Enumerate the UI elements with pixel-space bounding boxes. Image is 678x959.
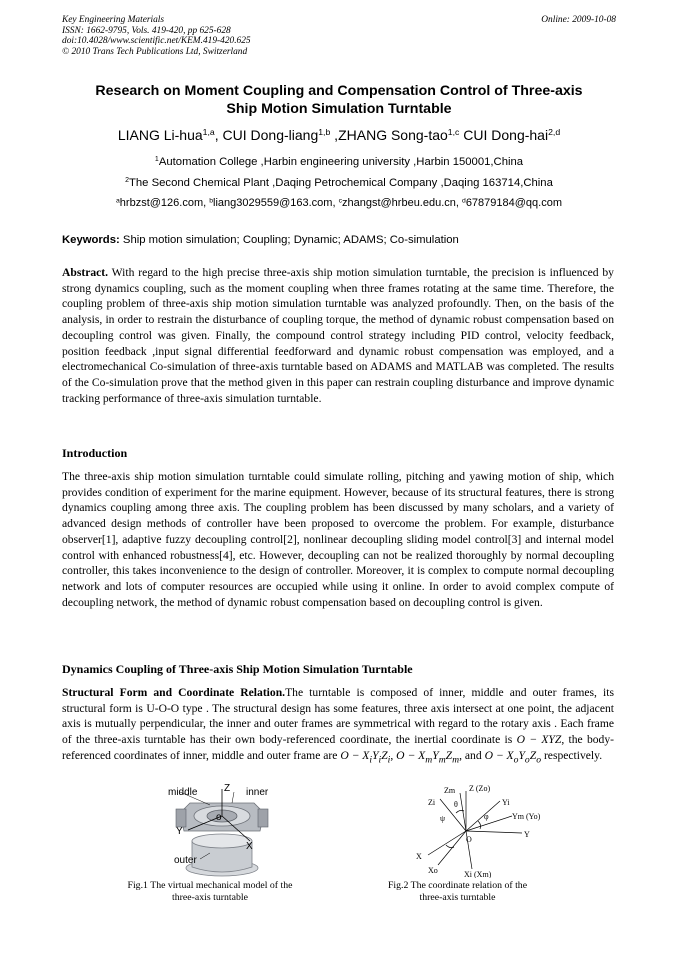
figure-2-caption: Fig.2 The coordinate relation of the three-axis turntable [387,880,528,903]
fig2-label-x: X [416,852,422,861]
author-emails: $^a$hrbzst@126.com, $^b$liang3029559@163.com, $^c$zhangst@hrbeu.edu.cn, $^d$67879184@qq.com [116,197,562,209]
author-affiliation-mark: 1,c [447,127,460,138]
affiliation-2: $^2$The Second Chemical Plant ,Daqing Petrochemical Company ,Daqing 163714,China [125,177,553,189]
doi-line: doi:10.4028/www.scientific.net/KEM.419-420.625 [62,36,251,47]
fig1-label-z: Z [224,783,231,794]
fig2-label-zi: Zi [428,798,436,807]
fig2-label-phi: φ [484,812,489,821]
inner-frame-coordinate: $O - X_iY_iZ_i$ [340,748,391,766]
fig2-label-xo: Xo [428,866,438,875]
email-link[interactable]: zhangst@hrbeu.edu.cn, [341,197,463,209]
email-link[interactable]: 67879184@qq.com [465,197,562,209]
keywords-text: Ship motion simulation; Coupling; Dynamic; ADAMS; Co-simulation [122,234,459,246]
structure-paragraph: Structural Form and Coordinate Relation.The turntable is composed of inner, middle and outer frames, its structural form is U-O-O type . The structural design has some features, three axis intersect at one point, the adjacent axis is mutually perpendicular, the inner and outer frames are symmetrical with regard to the rotary axis . Each frame of the three-axis turntable has their own body-referenced coordinate, the inertial coordinate is O − XYZ, the body-referenced coordinates of inner, middle and outer frame are $O - X_iY_iZ_i$, $O - X_mY_mZ_m$, and $O - X_oY_oZ_o$ respectively. [62,686,614,766]
fig2-label-z-zo: Z (Zo) [469,784,491,793]
author-name: CUI Dong-hai [463,127,549,143]
fig2-label-zm: Zm [444,786,456,795]
author-list [20,127,658,143]
title-line-2: Ship Motion Simulation Turntable [226,101,452,117]
fig1-label-o: o [216,812,222,823]
author-affiliation-mark: 2,d [548,127,561,138]
author-affiliation-mark: 1,b [318,127,331,138]
fig1-label-y: Y [176,826,183,837]
paper-title [40,82,638,118]
figure-2 [400,783,550,878]
email-link[interactable]: hrbzst@126.com, [119,197,210,209]
fig2-label-y: Y [524,830,530,839]
fig2-label-xi-xm: Xi (Xm) [464,870,492,878]
fig1-label-middle: middle [168,787,198,798]
structure-label: Structural Form and Coordinate Relation. [62,686,286,699]
figure-1-caption: Fig.1 The virtual mechanical model of the three-axis turntable [127,880,293,903]
abstract [62,265,614,406]
fig1-label-x: X [246,841,253,852]
keywords-label: Keywords: [62,234,120,246]
fig1-label-inner: inner [246,787,269,798]
copyright-line: © 2010 Trans Tech Publications Ltd, Switzerland [62,46,248,57]
abstract-text: With regard to the high precise three-axis ship motion simulation turntable, the precision is influenced by strong dynamics coupling, such as the moment coupling when three frames rotating at the same time. Therefore, the coupling problem of three-axis ship motion simulation turntable was analyzed profoundly. Then, on the basis of the analysis, in order to restrain the disturbance of coupling torque, the method of dynamic robust compensation based on decoupling control was given. Finally, the compound control strategy including PID control, velocity feedback, position feedback ,input signal differential feedforward and dynamic robust compensation was employed, and a electromechanical Co-simulation of three-axis turntable based on ADAMS and MATLAB was completed. The results of the Co-simulation prove that the method given in this paper can restrain coupling disturbance and improve dynamic tracking performance of three-axis simulation turntable. [62,266,614,405]
online-date: Online: 2009-10-08 [541,15,616,25]
issn-line: ISSN: 1662-9795, Vols. 419-420, pp 625-628 [62,25,231,36]
fig2-label-ym-yo: Ym (Yo) [512,812,541,821]
author-name: CUI Dong-liang [222,127,319,143]
figure-1 [150,783,300,878]
author-separator: , [214,127,223,143]
fig2-label-o: O [466,835,472,844]
keywords [62,234,459,246]
intro-paragraph: The three-axis ship motion simulation turntable could simulate rolling, pitching and yawing motion of ship, which provides condition of experiment for the marine equipment. However, because of its structural features, there is strong dynamics coupling among three axis. The coupling problem has been discussed by many scholars, and a variety of advanced design methods of controller have been proposed to overcome the problem. For example, disturbance observer[1], adaptive fuzzy decoupling control[2], nonlinear decoupling sliding model control[3] and internal model control with enhanced robustness[4], etc. However, decoupling can not be realized thoroughly by normal decoupling controller, this takes inconvenience to the design of controller. Moreover, it is complex to compute normal decoupling network and lots of computer resources are occupied while using it online. In order to avoid complex compute of decoupling network, the method of dynamic robust compensation based on decoupling control is given. [62,470,614,609]
section-heading: Dynamics Coupling of Three-axis Ship Motion Simulation Turntable [62,662,413,676]
abstract-label: Abstract. [62,266,109,279]
fig1-label-outer: outer [174,855,197,866]
author-affiliation-mark: 1,a [202,127,215,138]
turntable-model-illustration [150,783,300,878]
fig2-label-theta: θ [454,800,458,809]
intro-heading: Introduction [62,446,128,460]
coordinate-diagram [400,783,550,878]
journal-header [62,15,251,57]
fig2-label-yi: Yi [502,798,510,807]
fig2-label-psi: ψ [440,814,446,823]
outer-frame-coordinate: $O - X_oY_oZ_o$ [484,748,542,766]
journal-name: Key Engineering Materials [62,15,165,25]
author-name: LIANG Li-hua [117,127,203,143]
email-link[interactable]: liang3029559@163.com, [213,197,339,209]
middle-frame-coordinate: $O - X_mY_mZ_m$ [396,748,460,766]
title-line-1: Research on Moment Coupling and Compensation Control of Three-axis [95,83,583,99]
author-name: ZHANG Song-tao [338,127,448,143]
inertial-coordinate: O − XYZ [516,733,562,747]
affiliation-1: $^1$Automation College ,Harbin engineering university ,Harbin 150001,China [154,156,524,168]
author-separator: , [330,127,339,143]
